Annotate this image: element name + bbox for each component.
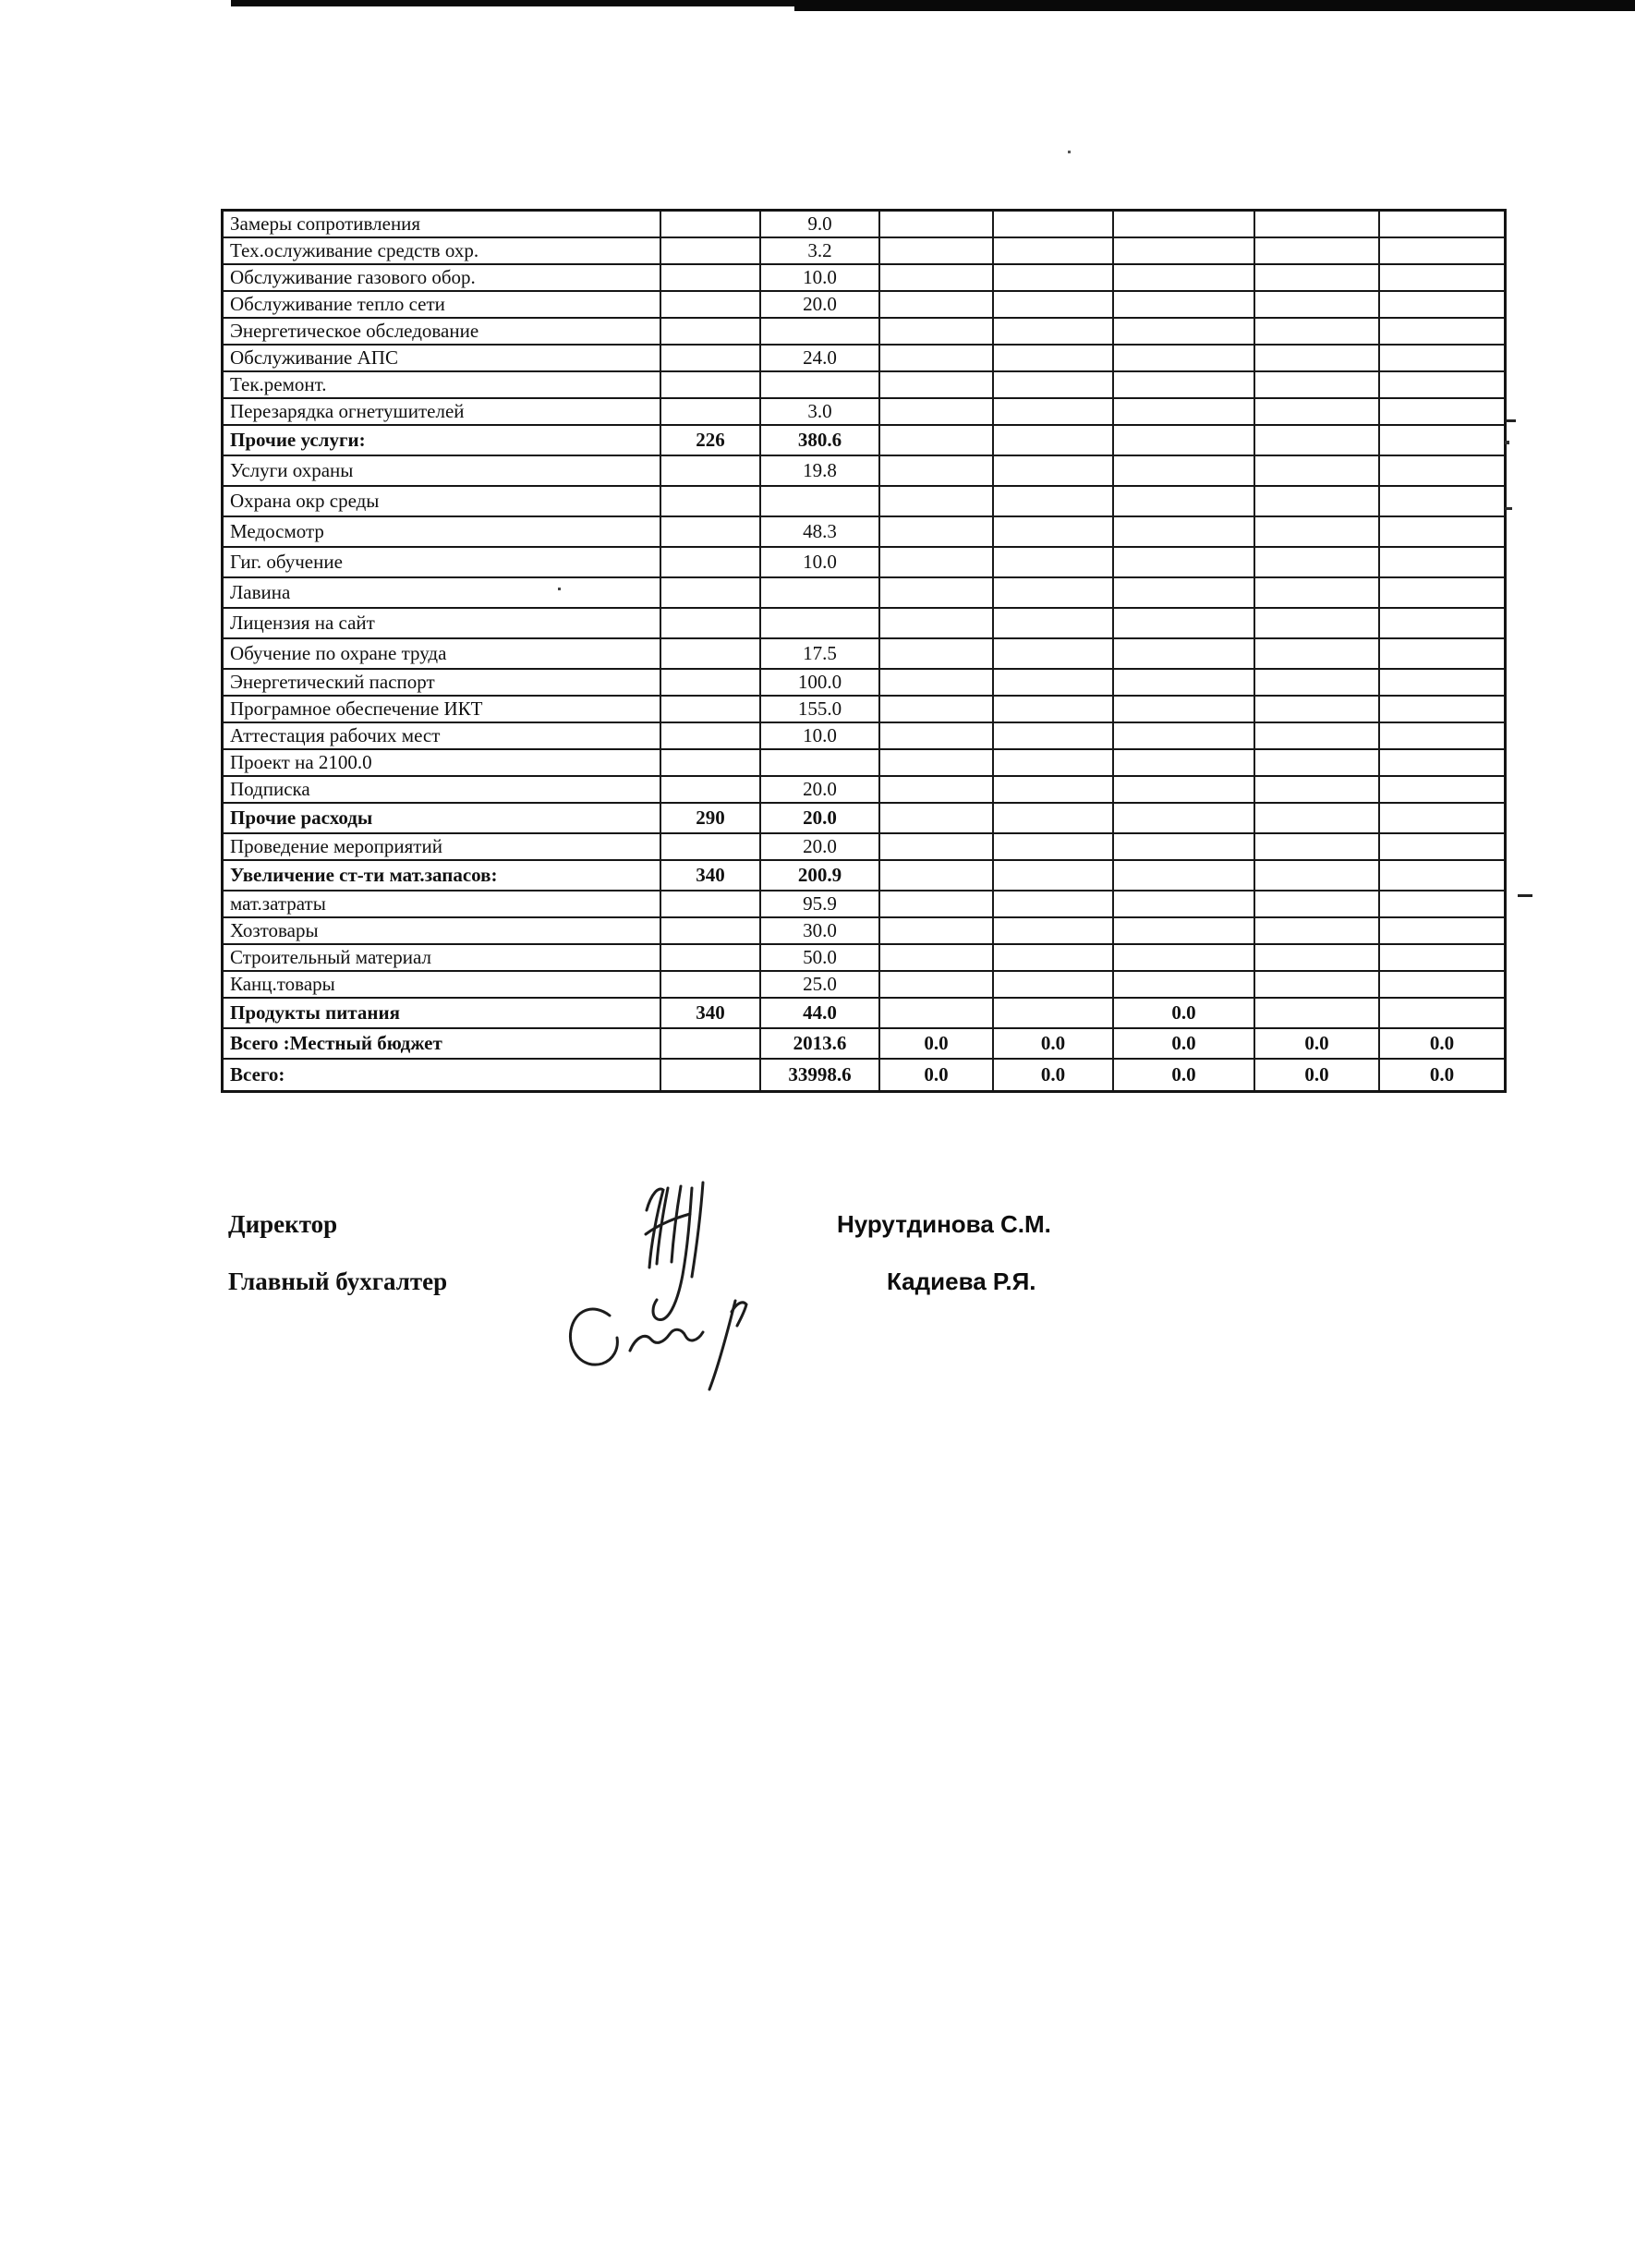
value-cell <box>1380 517 1504 546</box>
value-cell <box>1114 238 1255 263</box>
value-cell <box>880 346 994 370</box>
code-cell <box>661 945 761 970</box>
value-cell <box>1380 918 1504 943</box>
item-name-cell: мат.затраты <box>224 891 661 916</box>
scan-speck <box>1505 507 1512 510</box>
code-cell <box>661 487 761 515</box>
value-cell <box>880 456 994 485</box>
value-cell <box>1255 456 1380 485</box>
scan-speck <box>1518 894 1532 897</box>
value-cell <box>1380 834 1504 859</box>
value-cell <box>1380 804 1504 832</box>
value-cell <box>994 265 1114 290</box>
value-cell <box>880 972 994 997</box>
value-cell <box>1255 609 1380 637</box>
code-cell <box>661 1060 761 1090</box>
value-cell: 0.0 <box>1114 999 1255 1027</box>
value-cell <box>994 891 1114 916</box>
value-cell <box>880 292 994 317</box>
item-name-cell: Лицензия на сайт <box>224 609 661 637</box>
table-row <box>224 697 1504 723</box>
value-cell <box>1255 548 1380 576</box>
value-cell <box>1255 238 1380 263</box>
value-cell <box>994 487 1114 515</box>
value-cell <box>1255 319 1380 344</box>
code-cell <box>661 319 761 344</box>
value-cell <box>880 750 994 775</box>
value-cell <box>1114 212 1255 237</box>
item-name-cell: Обучение по охране труда <box>224 639 661 668</box>
value-cell <box>1255 517 1380 546</box>
value-cell: 95.9 <box>761 891 880 916</box>
item-name-cell: Прочие расходы <box>224 804 661 832</box>
scan-speck <box>1506 419 1516 422</box>
value-cell <box>1114 292 1255 317</box>
value-cell <box>994 319 1114 344</box>
value-cell <box>1114 918 1255 943</box>
value-cell: 44.0 <box>761 999 880 1027</box>
code-cell <box>661 670 761 695</box>
value-cell <box>880 723 994 748</box>
value-cell <box>1380 292 1504 317</box>
table-row <box>224 1029 1504 1060</box>
value-cell <box>880 487 994 515</box>
table-row <box>224 399 1504 426</box>
item-name-cell: Тех.ослуживание средств охр. <box>224 238 661 263</box>
code-cell <box>661 972 761 997</box>
value-cell <box>880 212 994 237</box>
value-cell <box>1255 372 1380 397</box>
value-cell <box>880 670 994 695</box>
value-cell: 24.0 <box>761 346 880 370</box>
value-cell: 20.0 <box>761 777 880 802</box>
value-cell <box>1380 487 1504 515</box>
value-cell <box>761 609 880 637</box>
table-row <box>224 972 1504 999</box>
value-cell: 200.9 <box>761 861 880 890</box>
value-cell <box>994 834 1114 859</box>
table-row <box>224 999 1504 1029</box>
value-cell <box>994 861 1114 890</box>
item-name-cell: Услуги охраны <box>224 456 661 485</box>
value-cell <box>880 918 994 943</box>
value-cell <box>1380 212 1504 237</box>
scan-speck <box>1068 151 1071 153</box>
value-cell <box>1255 346 1380 370</box>
table-row <box>224 292 1504 319</box>
value-cell <box>1114 487 1255 515</box>
value-cell <box>1114 750 1255 775</box>
value-cell <box>1114 426 1255 455</box>
value-cell <box>1114 891 1255 916</box>
value-cell: 100.0 <box>761 670 880 695</box>
value-cell: 19.8 <box>761 456 880 485</box>
item-name-cell: Продукты питания <box>224 999 661 1027</box>
value-cell <box>1380 999 1504 1027</box>
value-cell <box>994 399 1114 424</box>
value-cell <box>994 777 1114 802</box>
value-cell <box>994 292 1114 317</box>
chief-accountant-name: Кадиева Р.Я. <box>887 1267 1036 1295</box>
code-cell <box>661 238 761 263</box>
item-name-cell: Аттестация рабочих мест <box>224 723 661 748</box>
table-row <box>224 777 1504 804</box>
value-cell <box>880 238 994 263</box>
table-row <box>224 265 1504 292</box>
scan-speck <box>558 588 561 590</box>
value-cell <box>1114 861 1255 890</box>
table-row <box>224 487 1504 517</box>
value-cell <box>1380 670 1504 695</box>
value-cell <box>1380 891 1504 916</box>
value-cell: 0.0 <box>1429 1063 1455 1085</box>
table-row <box>224 639 1504 670</box>
value-cell <box>994 918 1114 943</box>
code-cell <box>661 578 761 607</box>
value-cell: 20.0 <box>761 292 880 317</box>
value-cell <box>880 804 994 832</box>
table-row <box>224 456 1504 487</box>
value-cell <box>1114 639 1255 668</box>
value-cell: 380.6 <box>761 426 880 455</box>
code-cell: 340 <box>661 999 761 1027</box>
item-name-cell: Строительный материал <box>224 945 661 970</box>
value-cell <box>880 891 994 916</box>
value-cell <box>761 750 880 775</box>
accountant-signature <box>552 1292 788 1398</box>
item-name-cell: Энергетическое обследование <box>224 319 661 344</box>
value-cell <box>1380 456 1504 485</box>
code-cell <box>661 697 761 722</box>
value-cell: 0.0 <box>1429 1032 1455 1054</box>
value-cell <box>1255 891 1380 916</box>
table-row <box>224 517 1504 548</box>
value-cell: 0.0 <box>1114 1029 1255 1058</box>
value-cell <box>1255 723 1380 748</box>
value-cell <box>880 517 994 546</box>
value-cell <box>880 777 994 802</box>
value-cell <box>994 212 1114 237</box>
value-cell: 155.0 <box>761 697 880 722</box>
value-cell <box>1255 750 1380 775</box>
value-cell <box>994 999 1114 1027</box>
value-cell <box>880 372 994 397</box>
value-cell <box>994 670 1114 695</box>
code-cell: 226 <box>661 426 761 455</box>
value-cell <box>880 265 994 290</box>
value-cell <box>1255 399 1380 424</box>
code-cell: 340 <box>661 861 761 890</box>
value-cell <box>880 319 994 344</box>
value-cell <box>880 548 994 576</box>
director-name: Нурутдинова С.М. <box>837 1210 1051 1238</box>
item-name-cell: Проект на 2100.0 <box>224 750 661 775</box>
value-cell: 33998.6 <box>761 1060 880 1090</box>
value-cell <box>1255 670 1380 695</box>
code-cell <box>661 891 761 916</box>
code-cell <box>661 723 761 748</box>
value-cell <box>1380 319 1504 344</box>
table-row <box>224 212 1504 238</box>
value-cell <box>1255 918 1380 943</box>
table-row <box>224 804 1504 834</box>
item-name-cell: Хозтовары <box>224 918 661 943</box>
value-cell <box>994 517 1114 546</box>
code-cell <box>661 292 761 317</box>
item-name-cell: Прочие услуги: <box>224 426 661 455</box>
value-cell <box>994 723 1114 748</box>
value-cell <box>1380 639 1504 668</box>
value-cell <box>1380 265 1504 290</box>
value-cell <box>1114 399 1255 424</box>
table-row <box>224 609 1504 639</box>
value-cell <box>1380 861 1504 890</box>
item-name-cell: Медосмотр <box>224 517 661 546</box>
value-cell <box>1380 372 1504 397</box>
table-row <box>224 426 1504 456</box>
table-row <box>224 891 1504 918</box>
value-cell <box>1380 548 1504 576</box>
value-cell <box>1255 834 1380 859</box>
value-cell: 3.0 <box>761 399 880 424</box>
value-cell: 10.0 <box>761 265 880 290</box>
value-cell <box>880 861 994 890</box>
value-cell <box>1255 487 1380 515</box>
value-cell <box>1114 804 1255 832</box>
value-cell <box>1255 212 1380 237</box>
value-cell <box>1114 834 1255 859</box>
table-row <box>224 723 1504 750</box>
item-name-cell: Перезарядка огнетушителей <box>224 399 661 424</box>
value-cell <box>880 697 994 722</box>
value-cell <box>1380 945 1504 970</box>
value-cell <box>1114 319 1255 344</box>
value-cell <box>1380 238 1504 263</box>
code-cell <box>661 777 761 802</box>
value-cell: 0.0 <box>1255 1029 1380 1058</box>
value-cell <box>1255 697 1380 722</box>
value-cell <box>1380 346 1504 370</box>
item-name-cell: Охрана окр среды <box>224 487 661 515</box>
value-cell: 0.0 <box>880 1060 994 1090</box>
code-cell <box>661 750 761 775</box>
value-cell <box>1380 609 1504 637</box>
item-name-cell: Гиг. обучение <box>224 548 661 576</box>
value-cell <box>1114 609 1255 637</box>
code-cell <box>661 517 761 546</box>
code-cell <box>661 372 761 397</box>
value-cell: 0.0 <box>880 1029 994 1058</box>
item-name-cell: Энергетический паспорт <box>224 670 661 695</box>
value-cell <box>1255 292 1380 317</box>
value-cell <box>1255 578 1380 607</box>
item-name-cell: Замеры сопротивления <box>224 212 661 237</box>
value-cell <box>1255 639 1380 668</box>
code-cell <box>661 548 761 576</box>
code-cell <box>661 639 761 668</box>
value-cell <box>994 372 1114 397</box>
value-cell <box>994 639 1114 668</box>
item-name-cell: Всего: <box>224 1060 661 1090</box>
value-cell: 0.0 <box>994 1060 1114 1090</box>
code-cell <box>661 346 761 370</box>
table-row <box>224 861 1504 891</box>
value-cell <box>880 834 994 859</box>
value-cell <box>761 578 880 607</box>
value-cell <box>1114 548 1255 576</box>
item-name-cell: Подписка <box>224 777 661 802</box>
value-cell: 2013.6 <box>761 1029 880 1058</box>
code-cell <box>661 456 761 485</box>
table-row <box>224 238 1504 265</box>
value-cell <box>1114 777 1255 802</box>
value-cell <box>1114 670 1255 695</box>
value-cell: 10.0 <box>761 548 880 576</box>
value-cell: 25.0 <box>761 972 880 997</box>
value-cell: 30.0 <box>761 918 880 943</box>
item-name-cell: Обслуживание газового обор. <box>224 265 661 290</box>
code-cell <box>661 834 761 859</box>
table-row <box>224 945 1504 972</box>
value-cell <box>994 609 1114 637</box>
value-cell <box>1255 265 1380 290</box>
value-cell <box>1255 777 1380 802</box>
value-cell <box>1114 972 1255 997</box>
item-name-cell: Обслуживание АПС <box>224 346 661 370</box>
chief-accountant-title: Главный бухгалтер <box>228 1267 448 1295</box>
value-cell <box>761 487 880 515</box>
value-cell <box>1114 265 1255 290</box>
code-cell: 290 <box>661 804 761 832</box>
code-cell <box>661 918 761 943</box>
value-cell <box>1255 972 1380 997</box>
item-name-cell: Увеличение ст-ти мат.запасов: <box>224 861 661 890</box>
value-cell <box>1114 578 1255 607</box>
value-cell <box>1114 697 1255 722</box>
value-cell <box>1380 723 1504 748</box>
value-cell <box>994 945 1114 970</box>
item-name-cell: Обслуживание тепло сети <box>224 292 661 317</box>
code-cell <box>661 399 761 424</box>
table-row <box>224 548 1504 578</box>
scan-speck <box>1505 441 1509 444</box>
value-cell: 0.0 <box>1255 1060 1380 1090</box>
code-cell <box>661 265 761 290</box>
value-cell: 17.5 <box>761 639 880 668</box>
value-cell <box>1114 372 1255 397</box>
scan-artifact-line <box>794 0 1635 11</box>
item-name-cell: Програмное обеспечение ИКТ <box>224 697 661 722</box>
value-cell <box>761 372 880 397</box>
value-cell <box>880 578 994 607</box>
value-cell <box>1380 972 1504 997</box>
value-cell <box>880 945 994 970</box>
value-cell <box>880 639 994 668</box>
value-cell <box>1255 999 1380 1027</box>
value-cell <box>1255 861 1380 890</box>
value-cell <box>994 804 1114 832</box>
value-cell <box>1380 777 1504 802</box>
value-cell <box>1380 399 1504 424</box>
value-cell <box>880 609 994 637</box>
table-row <box>224 319 1504 346</box>
table-row <box>224 346 1504 372</box>
value-cell <box>994 346 1114 370</box>
item-name-cell: Лавина <box>224 578 661 607</box>
table-row <box>224 834 1504 861</box>
value-cell <box>1114 517 1255 546</box>
value-cell <box>1114 723 1255 748</box>
value-cell: 20.0 <box>761 834 880 859</box>
code-cell <box>661 212 761 237</box>
table-row <box>224 1060 1504 1090</box>
value-cell <box>1380 578 1504 607</box>
value-cell <box>994 548 1114 576</box>
value-cell <box>1255 804 1380 832</box>
value-cell <box>1380 750 1504 775</box>
value-cell <box>1114 346 1255 370</box>
value-cell: 20.0 <box>761 804 880 832</box>
value-cell <box>1380 697 1504 722</box>
value-cell <box>880 999 994 1027</box>
value-cell <box>880 399 994 424</box>
value-cell <box>994 697 1114 722</box>
table-row <box>224 372 1504 399</box>
value-cell <box>880 426 994 455</box>
value-cell <box>1114 945 1255 970</box>
code-cell <box>661 1029 761 1058</box>
value-cell: 48.3 <box>761 517 880 546</box>
value-cell <box>994 238 1114 263</box>
value-cell <box>994 750 1114 775</box>
budget-table <box>221 209 1507 1093</box>
value-cell <box>1255 945 1380 970</box>
item-name-cell: Проведение мероприятий <box>224 834 661 859</box>
table-row <box>224 578 1504 609</box>
value-cell <box>1114 456 1255 485</box>
value-cell <box>1255 426 1380 455</box>
value-cell: 0.0 <box>994 1029 1114 1058</box>
value-cell: 0.0 <box>1114 1060 1255 1090</box>
item-name-cell: Всего :Местный бюджет <box>224 1029 661 1058</box>
value-cell: 3.2 <box>761 238 880 263</box>
table-row <box>224 670 1504 697</box>
value-cell <box>994 426 1114 455</box>
item-name-cell: Канц.товары <box>224 972 661 997</box>
value-cell <box>994 972 1114 997</box>
value-cell <box>994 456 1114 485</box>
table-row <box>224 750 1504 777</box>
value-cell <box>1380 426 1504 455</box>
table-row <box>224 918 1504 945</box>
item-name-cell: Тек.ремонт. <box>224 372 661 397</box>
value-cell: 10.0 <box>761 723 880 748</box>
value-cell <box>761 319 880 344</box>
value-cell: 9.0 <box>761 212 880 237</box>
value-cell: 50.0 <box>761 945 880 970</box>
code-cell <box>661 609 761 637</box>
value-cell <box>994 578 1114 607</box>
director-title: Директор <box>228 1210 338 1238</box>
